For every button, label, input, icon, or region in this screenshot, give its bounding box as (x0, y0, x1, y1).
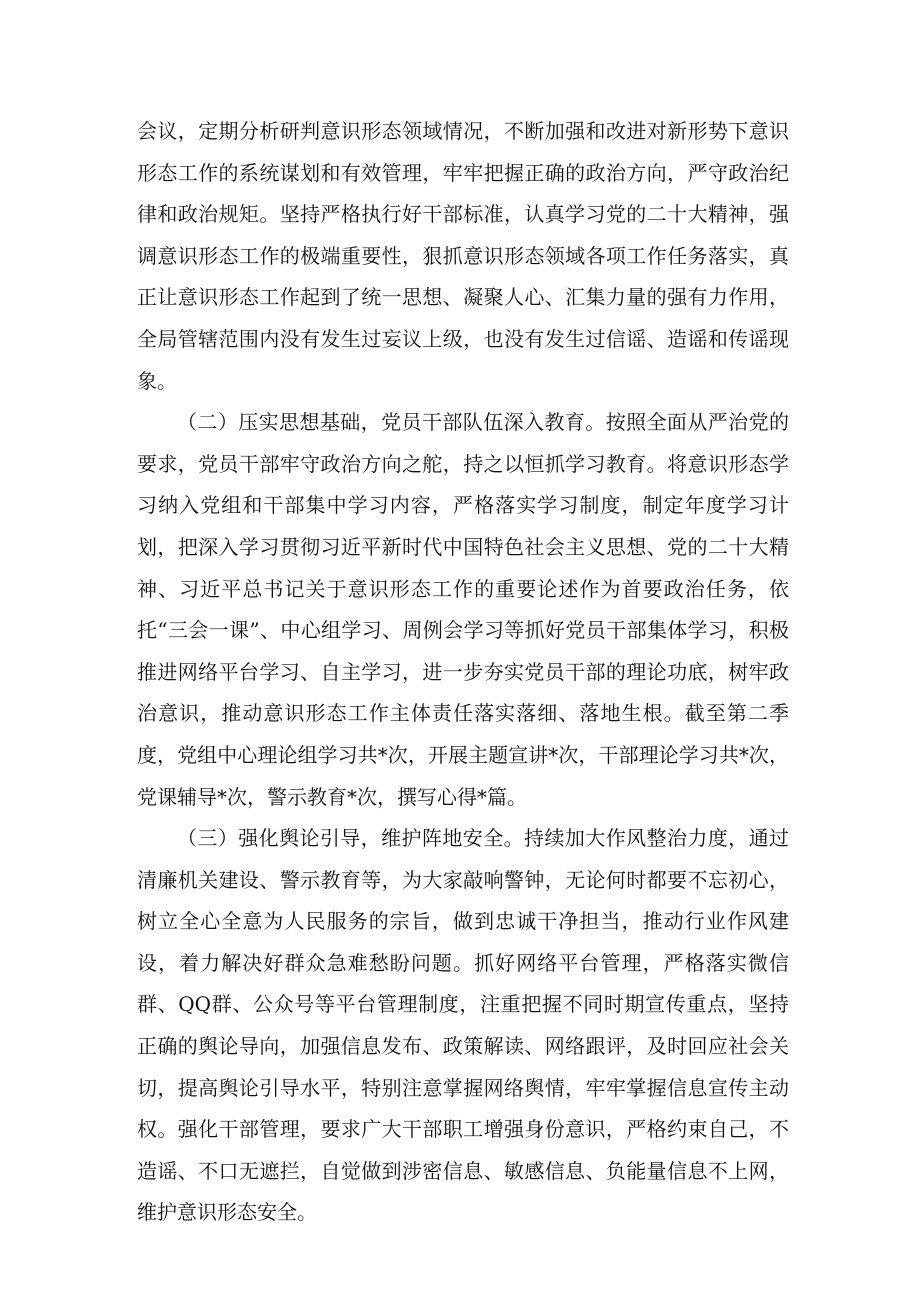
paragraph-continuation: 会议，定期分析研判意识形态领域情况，不断加强和改进对新形势下意识形态工作的系统谋划和有效管理，牢牢把握正确的政治方向，严守政治纪律和政治规矩。坚持严格执行好干部标准，认真学习党的二十大精神，强调意识形态工作的极端重要性，狠抓意识形态领域各项工作任务落实，真正让意识形态工作起到了统一思想、凝聚人心、汇集力量的强有力作用，全局管辖范围内没有发生过妄议上级，也没有发生过信谣、造谣和传谣现象。 (137, 119, 789, 393)
paragraph-section-3: （三）强化舆论引导，维护阵地安全。持续加大作风整治力度，通过清廉机关建设、警示教育等，为大家敲响警钟，无论何时都要不忘初心，树立全心全意为人民服务的宗旨，做到忠诚干净担当，推动行业作风建设，着力解决好群众急难愁盼问题。抓好网络平台管理，严格落实微信群、QQ群、公众号等平台管理制度，注重把握不同时期宣传重点，坚持正确的舆论导向，加强信息发布、政策解读、网络跟评，及时回应社会关切，提高舆论引导水平，特别注意掌握网络舆情，牢牢掌握信息宣传主动权。强化干部管理，要求广大干部职工增强身份意识，严格约束自己，不造谣、不口无遮拦，自觉做到涉密信息、敏感信息、负能量信息不上网，维护意识形态安全。 (137, 826, 789, 1225)
document-body (137, 111, 789, 1234)
paragraph-section-2: （二）压实思想基础，党员干部队伍深入教育。按照全面从严治党的要求，党员干部牢守政治方向之舵，持之以恒抓学习教育。将意识形态学习纳入党组和干部集中学习内容，严格落实学习制度，制定年度学习计划，把深入学习贯彻习近平新时代中国特色社会主义思想、党的二十大精神、习近平总书记关于意识形态工作的重要论述作为首要政治任务，依托“三会一课”、中心组学习、周例会学习等抓好党员干部集体学习，积极推进网络平台学习、自主学习，进一步夯实党员干部的理论功底，树牢政治意识，推动意识形态工作主体责任落实落细、落地生根。截至第二季度，党组中心理论组学习共*次，开展主题宣讲*次，干部理论学习共*次，党课辅导*次，警示教育*次，撰写心得*篇。 (137, 410, 789, 809)
